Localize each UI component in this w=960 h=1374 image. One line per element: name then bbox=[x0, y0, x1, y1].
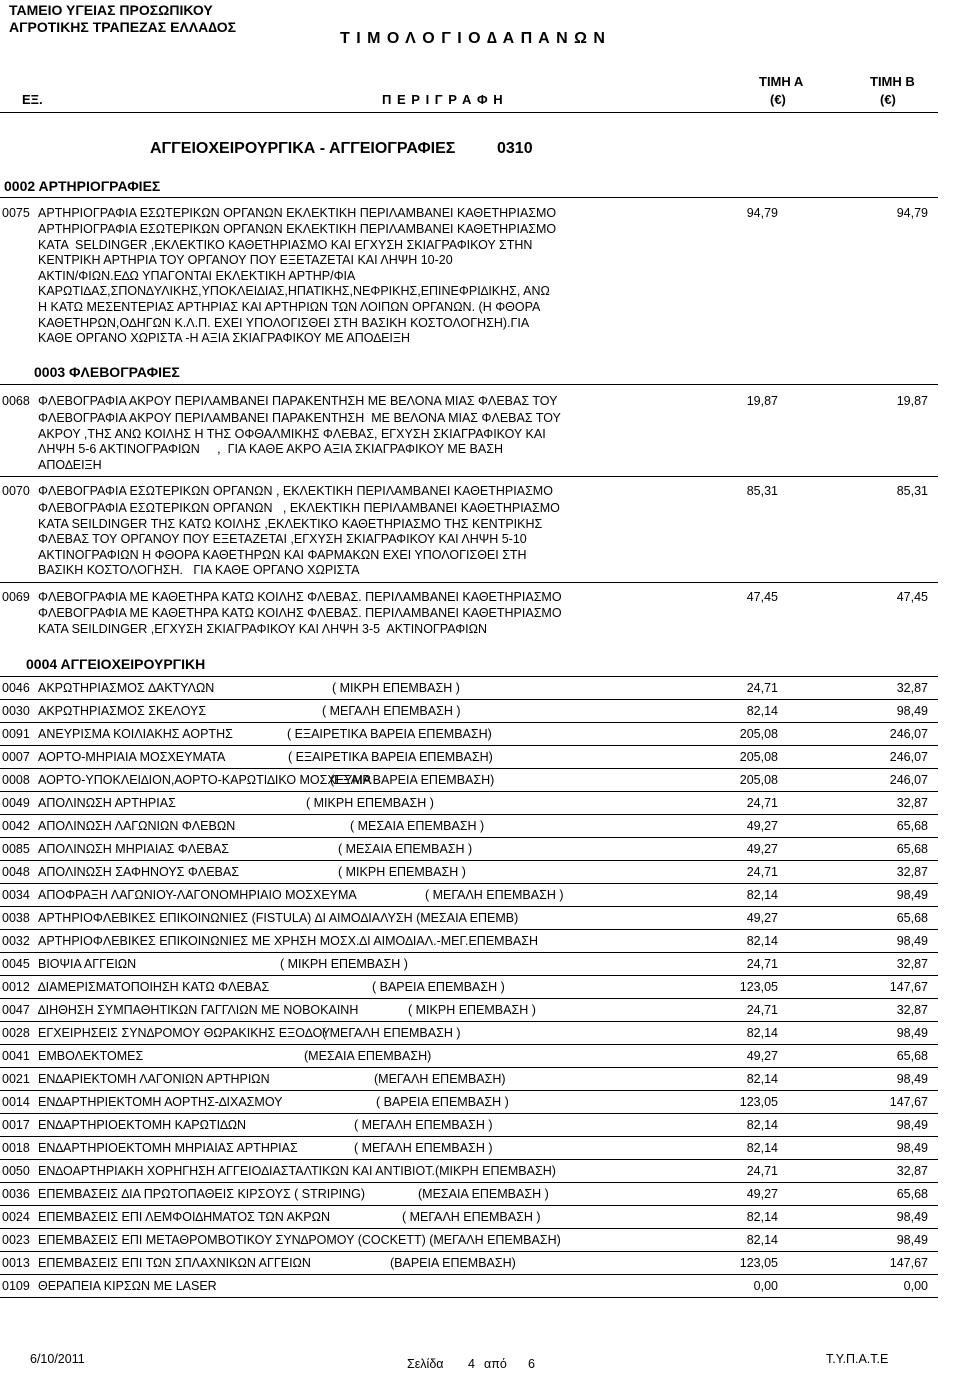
row-divider bbox=[0, 1044, 938, 1045]
item-description: ΑΡΤΗΡΙΟΓΡΑΦΙΑ ΕΣΩΤΕΡΙΚΩΝ ΟΡΓΑΝΩΝ ΕΚΛΕΚΤΙΚΗ ΠΕΡΙΛΑΜΒΑΝΕΙ ΚΑΘΕΤΗΡΙΑΣΜΟ ΚΑΤΑ SELDINGER ,ΕΚΛΕΚΤΙΚΟ ΚΑΘΕΤΗΡΙΑΣΜΟ ΚΑΙ ΕΓΧΥΣΗ ΣΚΙΑΓΡΑΦΙΚΟΥ ΣΤΗΝ ΚΕΝΤΡΙΚΗ ΑΡΤΗΡΙΑ ΤΟΥ ΟΡΓΑΝΟΥ ΠΟΥ ΕΞΕΤΑΖΕΤΑΙ ΚΑΙ ΛΗΨΗ 10-20 ΑΚΤΙΝ/ΦΙΩΝ.Ε∆Ω ΥΠΑΓΟΝΤΑΙ ΕΚΛΕΚΤΙΚΗ ΑΡΤΗΡ/ΦΙΑ ΚΑΡΩΤΙ∆ΑΣ,ΣΠΟΝ∆ΥΛΙΚΗΣ,ΥΠΟΚΛΕΙ∆ΙΑΣ,ΗΠΑΤΙΚΗΣ,ΝΕΦΡΙΚΗΣ,ΕΠΙΝΕΦΡΙ∆ΙΚΗΣ, ΑΝΩ Η ΚΑΤΩ ΜΕΣΕΝΤΕΡΙΑΣ ΑΡΤΗΡΙΑΣ ΚΑΙ ΑΡΤΗΡΙΩΝ ΤΩΝ ΛΟΙΠΩΝ ΟΡΓΑΝΩΝ. (Η ΦΘΟΡΑ ΚΑΘΕΤΗΡΩΝ,Ο∆ΗΓΩΝ Κ.Λ.Π. ΕΧΕΙ ΥΠΟΛΟΓΙΣΘΕΙ ΣΤΗ ΒΑΣΙΚΗ ΚΟΣΤΟΛΟΓΗΣΗ).ΓΙΑ ΚΑΘΕ ΟΡΓΑΝΟ ΧΩΡΙΣΤΑ -Η ΑΞΙΑ ΣΚΙΑΓΡΑΦΙΚΟΥ ΜΕ ΑΠΟ∆ΕΙΞΗ bbox=[38, 222, 557, 346]
item-price-a: 49,27 bbox=[746, 842, 778, 856]
item-price-a: 123,05 bbox=[739, 980, 778, 994]
footer-org-abbr: Τ.Υ.Π.Α.Τ.Ε bbox=[826, 1352, 889, 1366]
column-header-price-b: ΤΙΜΗ Β bbox=[870, 74, 915, 89]
item-price-b: 98,49 bbox=[896, 1072, 928, 1086]
row-divider bbox=[0, 768, 938, 769]
item-price-a: 205,08 bbox=[739, 773, 778, 787]
item-code: 0021 bbox=[2, 1072, 30, 1086]
item-name: ΑΠΟΛΙΝΩΣΗ ΜΗΡΙΑΙΑΣ ΦΛΕΒΑΣ bbox=[38, 842, 229, 856]
row-divider bbox=[0, 998, 938, 999]
item-name: ΕΓΧΕΙΡΗΣΕΙΣ ΣΥΝ∆ΡΟΜΟΥ ΘΩΡΑΚΙΚΗΣ ΕΞΟ∆ΟΥ bbox=[38, 1026, 331, 1040]
item-code: 0034 bbox=[2, 888, 30, 902]
item-price-b: 0,00 bbox=[903, 1279, 928, 1293]
item-price-b: 246,07 bbox=[889, 773, 928, 787]
item-procedure-type: ( ΜΕΓΑΛΗ ΕΠΕΜΒΑΣΗ ) bbox=[354, 1141, 493, 1155]
row-divider bbox=[0, 929, 938, 930]
item-price-b: 65,68 bbox=[896, 1187, 928, 1201]
item-price-b: 32,87 bbox=[896, 681, 928, 695]
item-code: 0045 bbox=[2, 957, 30, 971]
row-divider bbox=[0, 476, 938, 477]
item-procedure-type: ( ΒΑΡΕΙΑ ΕΠΕΜΒΑΣΗ ) bbox=[372, 980, 505, 994]
row-divider bbox=[0, 791, 938, 792]
footer-of-label: από bbox=[484, 1357, 507, 1371]
row-divider bbox=[0, 1021, 938, 1022]
item-code: 0091 bbox=[2, 727, 30, 741]
item-name: ΕΝ∆ΟΑΡΤΗΡΙΑΚΗ ΧΟΡΗΓΗΣΗ ΑΓΓΕΙΟ∆ΙΑΣΤΑΛΤΙΚΩΝ ΚΑΙ ΑΝΤΙΒΙΟΤ.(ΜΙΚΡΗ ΕΠΕΜΒΑΣΗ) bbox=[38, 1164, 556, 1178]
item-code: 0070 bbox=[2, 484, 30, 498]
item-price-b: 246,07 bbox=[889, 727, 928, 741]
section-heading-arteriography: 0002 ΑΡΤΗΡΙΟΓΡΑΦΙΕΣ bbox=[4, 178, 161, 194]
item-code: 0017 bbox=[2, 1118, 30, 1132]
item-procedure-type: ( ΜΙΚΡΗ ΕΠΕΜΒΑΣΗ ) bbox=[332, 681, 460, 695]
item-price-b: 32,87 bbox=[896, 796, 928, 810]
item-code: 0007 bbox=[2, 750, 30, 764]
footer-page-number: 4 bbox=[468, 1357, 475, 1371]
item-name: ΕΝ∆ΑΡΤΗΡΙΟΕΚΤΟΜΗ ΚΑΡΩΤΙ∆ΩΝ bbox=[38, 1118, 247, 1132]
row-divider bbox=[0, 1159, 938, 1160]
item-procedure-type: ( ΒΑΡΕΙΑ ΕΠΕΜΒΑΣΗ ) bbox=[376, 1095, 509, 1109]
item-procedure-type: ( ΜΕΣΑΙΑ ΕΠΕΜΒΑΣΗ ) bbox=[350, 819, 485, 833]
item-name: ΒΙΟΨΙΑ ΑΓΓΕΙΩΝ bbox=[38, 957, 137, 971]
item-code: 0038 bbox=[2, 911, 30, 925]
row-divider bbox=[0, 1274, 938, 1275]
row-divider bbox=[0, 1297, 938, 1298]
item-price-a: 82,14 bbox=[746, 1233, 778, 1247]
item-price-a: 24,71 bbox=[746, 681, 778, 695]
item-procedure-type: (ΒΑΡΕΙΑ ΕΠΕΜΒΑΣΗ) bbox=[390, 1256, 516, 1270]
row-divider bbox=[0, 1228, 938, 1229]
column-header-code: ΕΞ. bbox=[22, 92, 43, 107]
section-divider bbox=[0, 676, 938, 677]
row-divider bbox=[0, 1113, 938, 1114]
item-price-b: 98,49 bbox=[896, 704, 928, 718]
item-code: 0030 bbox=[2, 704, 30, 718]
item-code: 0023 bbox=[2, 1233, 30, 1247]
item-procedure-type: (ΜΕΣΑΙΑ ΕΠΕΜΒΑΣΗ) bbox=[304, 1049, 432, 1063]
category-code: 0310 bbox=[497, 140, 533, 157]
item-price-a: 24,71 bbox=[746, 865, 778, 879]
item-title: ΦΛΕΒΟΓΡΑΦΙΑ ΜΕ ΚΑΘΕΤΗΡΑ ΚΑΤΩ ΚΟΙΛΗΣ ΦΛΕΒΑΣ. ΠΕΡΙΛΑΜΒΑΝΕΙ ΚΑΘΕΤΗΡΙΑΣΜΟ bbox=[38, 590, 562, 604]
item-price-b: 32,87 bbox=[896, 1003, 928, 1017]
item-price-a: 82,14 bbox=[746, 888, 778, 902]
item-procedure-type: ( ΜΙΚΡΗ ΕΠΕΜΒΑΣΗ ) bbox=[338, 865, 466, 879]
item-code: 0008 bbox=[2, 773, 30, 787]
item-price-b: 98,49 bbox=[896, 1118, 928, 1132]
row-divider bbox=[0, 699, 938, 700]
item-name: ΑΟΡΤΟ-ΜΗΡΙΑΙΑ ΜΟΣΧΕΥΜΑΤΑ bbox=[38, 750, 226, 764]
item-price-a: 82,14 bbox=[746, 704, 778, 718]
section-divider bbox=[0, 384, 938, 385]
item-code: 0048 bbox=[2, 865, 30, 879]
item-name: ΕΝ∆ΑΡΤΗΡΙΕΚΤΟΜΗ ΑΟΡΤΗΣ-∆ΙΧΑΣΜΟΥ bbox=[38, 1095, 283, 1109]
item-price-b: 98,49 bbox=[896, 1233, 928, 1247]
item-description: ΦΛΕΒΟΓΡΑΦΙΑ ΕΣΩΤΕΡΙΚΩΝ ΟΡΓΑΝΩΝ , ΕΚΛΕΚΤΙΚΗ ΠΕΡΙΛΑΜΒΑΝΕΙ ΚΑΘΕΤΗΡΙΑΣΜΟ ΚΑΤΑ SEILDINGER ΤΗΣ ΚΑΤΩ ΚΟΙΛΗΣ ,ΕΚΛΕΚΤΙΚΟ ΚΑΘΕΤΗΡΙΑΣΜΟ ΤΗΣ ΚΕΝΤΡΙΚΗΣ ΦΛΕΒΑΣ ΤΟΥ ΟΡΓΑΝΟΥ ΠΟΥ ΕΞΕΤΑΖΕΤΑΙ ,ΕΓΧΥΣΗ ΣΚΙΑΓΡΑΦΙΚΟΥ ΚΑΙ ΛΗΨΗ 5-10 ΑΚΤΙΝΟΓΡΑΦΙΩΝ Η ΦΘΟΡΑ ΚΑΘΕΤΗΡΩΝ ΚΑΙ ΦΑΡΜΑΚΩΝ ΕΧΕΙ ΥΠΟΛΟΓΙΣΘΕΙ ΣΤΗ ΒΑΣΙΚΗ ΚΟΣΤΟΛΟΓΗΣΗ. ΓΙΑ ΚΑΘΕ ΟΡΓΑΝΟ ΧΩΡΙΣΤΑ bbox=[38, 501, 560, 578]
item-price-a: 49,27 bbox=[746, 1049, 778, 1063]
row-divider bbox=[0, 883, 938, 884]
item-price-b: 98,49 bbox=[896, 1141, 928, 1155]
item-procedure-type: ( ΜΕΓΑΛΗ ΕΠΕΜΒΑΣΗ ) bbox=[354, 1118, 493, 1132]
item-name: ΕΜΒΟΛΕΚΤΟΜΕΣ bbox=[38, 1049, 144, 1063]
row-divider bbox=[0, 952, 938, 953]
item-procedure-type: ( ΜΕΓΑΛΗ ΕΠΕΜΒΑΣΗ ) bbox=[402, 1210, 541, 1224]
item-price-a: 82,14 bbox=[746, 1118, 778, 1132]
item-name: ΕΠΕΜΒΑΣΕΙΣ ΕΠΙ ΤΩΝ ΣΠΛΑΧΝΙΚΩΝ ΑΓΓΕΙΩΝ bbox=[38, 1256, 311, 1270]
section-divider bbox=[0, 197, 938, 198]
item-price-b: 32,87 bbox=[896, 1164, 928, 1178]
item-name: ΕΠΕΜΒΑΣΕΙΣ ΕΠΙ ΜΕΤΑΘΡΟΜΒΟΤΙΚΟΥ ΣΥΝ∆ΡΟΜΟΥ (COCKETT) (ΜΕΓΑΛΗ ΕΠΕΜΒΑΣΗ) bbox=[38, 1233, 561, 1247]
item-code: 0036 bbox=[2, 1187, 30, 1201]
item-price-b: 32,87 bbox=[896, 865, 928, 879]
item-code: 0013 bbox=[2, 1256, 30, 1270]
column-header-price-a: ΤΙΜΗ Α bbox=[759, 74, 804, 89]
footer-page-label: Σελίδα bbox=[407, 1357, 444, 1371]
header-divider bbox=[0, 112, 938, 113]
item-code: 0109 bbox=[2, 1279, 30, 1293]
item-code: 0050 bbox=[2, 1164, 30, 1178]
item-name: ∆ΙΗΘΗΣΗ ΣΥΜΠΑΘΗΤΙΚΩΝ ΓΑΓΓΛΙΩΝ ΜΕ ΝΟΒΟΚΑΙΝΗ bbox=[38, 1003, 359, 1017]
row-divider bbox=[0, 1182, 938, 1183]
item-name: ΑΠΟΛΙΝΩΣΗ ΑΡΤΗΡΙΑΣ bbox=[38, 796, 176, 810]
item-price-a: 24,71 bbox=[746, 1164, 778, 1178]
item-procedure-type: ( ΜΙΚΡΗ ΕΠΕΜΒΑΣΗ ) bbox=[280, 957, 408, 971]
row-divider bbox=[0, 1251, 938, 1252]
item-name: ΘΕΡΑΠΕΙΑ ΚΙΡΣΩΝ ΜΕ LASER bbox=[38, 1279, 217, 1293]
section-heading-vascular-surgery: 0004 ΑΓΓΕΙΟΧΕΙΡΟΥΡΓΙΚΗ bbox=[26, 656, 206, 672]
row-divider bbox=[0, 722, 938, 723]
document-title: Τ Ι Μ Ο Λ Ο Γ Ι Ο ∆ Α Π Α Ν Ω Ν bbox=[340, 30, 606, 47]
item-price-a: 123,05 bbox=[739, 1095, 778, 1109]
item-price-b: 85,31 bbox=[896, 484, 928, 498]
item-name: ΕΝ∆ΑΡΙΕΚΤΟΜΗ ΛΑΓΟΝΙΩΝ ΑΡΤΗΡΙΩΝ bbox=[38, 1072, 270, 1086]
item-price-a: 19,87 bbox=[746, 394, 778, 408]
item-code: 0049 bbox=[2, 796, 30, 810]
item-code: 0012 bbox=[2, 980, 30, 994]
item-code: 0018 bbox=[2, 1141, 30, 1155]
org-name-line1: ΤΑΜΕΙΟ ΥΓΕΙΑΣ ΠΡΟΣΩΠΙΚΟΥ bbox=[9, 2, 213, 18]
item-procedure-type: ( ΜΕΓΑΛΗ ΕΠΕΜΒΑΣΗ ) bbox=[425, 888, 564, 902]
item-name: ΑΚΡΩΤΗΡΙΑΣΜΟΣ ∆ΑΚΤΥΛΩΝ bbox=[38, 681, 215, 695]
item-price-a: 49,27 bbox=[746, 911, 778, 925]
item-procedure-type: ( ΜΙΚΡΗ ΕΠΕΜΒΑΣΗ ) bbox=[306, 796, 434, 810]
item-code: 0032 bbox=[2, 934, 30, 948]
row-divider bbox=[0, 1067, 938, 1068]
item-price-a: 94,79 bbox=[746, 206, 778, 220]
category-title: ΑΓΓΕΙΟΧΕΙΡΟΥΡΓΙΚΑ - ΑΓΓΕΙΟΓΡΑΦΙΕΣ bbox=[150, 140, 456, 157]
item-price-a: 82,14 bbox=[746, 1141, 778, 1155]
item-price-b: 98,49 bbox=[896, 1210, 928, 1224]
item-code: 0085 bbox=[2, 842, 30, 856]
row-divider bbox=[0, 1136, 938, 1137]
item-price-a: 82,14 bbox=[746, 1210, 778, 1224]
section-heading-phlebography: 0003 ΦΛΕΒΟΓΡΑΦΙΕΣ bbox=[34, 364, 180, 380]
item-title: ΑΡΤΗΡΙΟΓΡΑΦΙΑ ΕΣΩΤΕΡΙΚΩΝ ΟΡΓΑΝΩΝ ΕΚΛΕΚΤΙΚΗ ΠΕΡΙΛΑΜΒΑΝΕΙ ΚΑΘΕΤΗΡΙΑΣΜΟ bbox=[38, 206, 557, 220]
item-price-a: 82,14 bbox=[746, 934, 778, 948]
item-price-b: 65,68 bbox=[896, 819, 928, 833]
item-code: 0069 bbox=[2, 590, 30, 604]
item-name: ΕΠΕΜΒΑΣΕΙΣ ΕΠΙ ΛΕΜΦΟΙ∆ΗΜΑΤΟΣ ΤΩΝ ΑΚΡΩΝ bbox=[38, 1210, 330, 1224]
item-price-b: 147,67 bbox=[889, 1095, 928, 1109]
item-name: ΕΝ∆ΑΡΤΗΡΙΟΕΚΤΟΜΗ ΜΗΡΙΑΙΑΣ ΑΡΤΗΡΙΑΣ bbox=[38, 1141, 298, 1155]
item-name: ΑΡΤΗΡΙΟΦΛΕΒΙΚΕΣ ΕΠΙΚΟΙΝΩΝΙΕΣ (FISTULA) ∆Ι ΑΙΜΟ∆ΙΑΛΥΣΗ (ΜΕΣΑΙΑ ΕΠΕΜΒ) bbox=[38, 911, 519, 925]
item-price-a: 47,45 bbox=[746, 590, 778, 604]
item-procedure-type: ( ΕΞΑΙΡΕΤΙΚΑ ΒΑΡΕΙΑ ΕΠΕΜΒΑΣΗ) bbox=[287, 727, 492, 741]
item-code: 0014 bbox=[2, 1095, 30, 1109]
footer-total-pages: 6 bbox=[528, 1357, 535, 1371]
currency-label-b: (€) bbox=[880, 92, 896, 107]
item-price-b: 98,49 bbox=[896, 1026, 928, 1040]
item-code: 0046 bbox=[2, 681, 30, 695]
item-price-b: 147,67 bbox=[889, 1256, 928, 1270]
item-price-a: 24,71 bbox=[746, 1003, 778, 1017]
item-price-b: 246,07 bbox=[889, 750, 928, 764]
item-code: 0047 bbox=[2, 1003, 30, 1017]
item-name: ΑΡΤΗΡΙΟΦΛΕΒΙΚΕΣ ΕΠΙΚΟΙΝΩΝΙΕΣ ΜΕ ΧΡΗΣΗ ΜΟΣΧ.∆Ι ΑΙΜΟ∆ΙΑΛ.-ΜΕΓ.ΕΠΕΜΒΑΣΗ bbox=[38, 934, 539, 948]
item-name: ΑΠΟΦΡΑΞΗ ΛΑΓΩΝΙΟΥ-ΛΑΓΟΝΟΜΗΡΙΑΙΟ ΜΟΣΧΕΥΜΑ bbox=[38, 888, 357, 902]
item-title: ΦΛΕΒΟΓΡΑΦΙΑ ΕΣΩΤΕΡΙΚΩΝ ΟΡΓΑΝΩΝ , ΕΚΛΕΚΤΙΚΗ ΠΕΡΙΛΑΜΒΑΝΕΙ ΚΑΘΕΤΗΡΙΑΣΜΟ bbox=[38, 484, 553, 498]
item-description: ΦΛΕΒΟΓΡΑΦΙΑ ΜΕ ΚΑΘΕΤΗΡΑ ΚΑΤΩ ΚΟΙΛΗΣ ΦΛΕΒΑΣ. ΠΕΡΙΛΑΜΒΑΝΕΙ ΚΑΘΕΤΗΡΙΑΣΜΟ ΚΑΤΑ SEILDINGER ,ΕΓΧΥΣΗ ΣΚΙΑΓΡΑΦΙΚΟΥ ΚΑΙ ΛΗΨΗ 3-5 ΑΚΤΙΝΟΓΡΑΦΙΩΝ bbox=[38, 606, 562, 636]
item-price-a: 24,71 bbox=[746, 796, 778, 810]
column-header-description: Π Ε Ρ Ι Γ Ρ Α Φ Η bbox=[382, 92, 504, 107]
item-code: 0028 bbox=[2, 1026, 30, 1040]
item-description: ΦΛΕΒΟΓΡΑΦΙΑ ΑΚΡΟΥ ΠΕΡΙΛΑΜΒΑΝΕΙ ΠΑΡΑΚΕΝΤΗΣΗ ΜΕ ΒΕΛΟΝΑ ΜΙΑΣ ΦΛΕΒΑΣ ΤΟΥ ΑΚΡΟΥ ,ΤΗΣ ΑΝΩ ΚΟΙΛΗΣ Η ΤΗΣ ΟΦΘΑΛΜΙΚΗΣ ΦΛΕΒΑΣ, ΕΓΧΥΣΗ ΣΚΙΑΓΡΑΦΙΚΟΥ ΚΑΙ ΛΗΨΗ 5-6 ΑΚΤΙΝΟΓΡΑΦΙΩΝ , ΓΙΑ ΚΑΘΕ ΑΚΡΟ ΑΞΙΑ ΣΚΙΑΓΡΑΦΙΚΟΥ ΜΕ ΒΑΣΗ ΑΠΟ∆ΕΙΞΗ bbox=[38, 411, 561, 472]
item-price-b: 94,79 bbox=[896, 206, 928, 220]
item-price-a: 205,08 bbox=[739, 727, 778, 741]
row-divider bbox=[0, 745, 938, 746]
item-price-b: 65,68 bbox=[896, 842, 928, 856]
item-price-b: 47,45 bbox=[896, 590, 928, 604]
item-price-a: 82,14 bbox=[746, 1072, 778, 1086]
item-name: ΑΟΡΤΟ-ΥΠΟΚΛΕΙ∆ΙΟΝ,ΑΟΡΤΟ-ΚΑΡΩΤΙ∆ΙΚΟ ΜΟΣΧΕΥΜΑ bbox=[38, 773, 372, 787]
item-name: ΑΚΡΩΤΗΡΙΑΣΜΟΣ ΣΚΕΛΟΥΣ bbox=[38, 704, 207, 718]
footer-date: 6/10/2011 bbox=[30, 1352, 85, 1366]
item-procedure-type: ( ΜΕΓΑΛΗ ΕΠΕΜΒΑΣΗ ) bbox=[322, 1026, 461, 1040]
org-name-line2: ΑΓΡΟΤΙΚΗΣ ΤΡΑΠΕΖΑΣ ΕΛΛΑ∆ΟΣ bbox=[9, 19, 237, 35]
item-price-b: 98,49 bbox=[896, 934, 928, 948]
item-price-b: 32,87 bbox=[896, 957, 928, 971]
item-title: ΦΛΕΒΟΓΡΑΦΙΑ ΑΚΡΟΥ ΠΕΡΙΛΑΜΒΑΝΕΙ ΠΑΡΑΚΕΝΤΗΣΗ ΜΕ ΒΕΛΟΝΑ ΜΙΑΣ ΦΛΕΒΑΣ ΤΟΥ bbox=[38, 394, 558, 408]
row-divider bbox=[0, 837, 938, 838]
item-price-a: 0,00 bbox=[753, 1279, 778, 1293]
item-procedure-type: (ΜΕΓΑΛΗ ΕΠΕΜΒΑΣΗ) bbox=[374, 1072, 506, 1086]
row-divider bbox=[0, 1205, 938, 1206]
item-price-b: 98,49 bbox=[896, 888, 928, 902]
item-procedure-type: ( ΕΞΑΙΡΕΤΙΚΑ ΒΑΡΕΙΑ ΕΠΕΜΒΑΣΗ) bbox=[288, 750, 493, 764]
item-name: ΑΝΕΥΡΙΣΜΑ ΚΟΙΛΙΑΚΗΣ ΑΟΡΤΗΣ bbox=[38, 727, 233, 741]
item-code: 0042 bbox=[2, 819, 30, 833]
item-procedure-type: ( ΜΕΓΑΛΗ ΕΠΕΜΒΑΣΗ ) bbox=[322, 704, 461, 718]
item-price-a: 49,27 bbox=[746, 1187, 778, 1201]
item-name: ΕΠΕΜΒΑΣΕΙΣ ∆ΙΑ ΠΡΩΤΟΠΑΘΕΙΣ ΚΙΡΣΟΥΣ ( STRIPING) bbox=[38, 1187, 366, 1201]
item-code: 0075 bbox=[2, 206, 30, 220]
row-divider bbox=[0, 814, 938, 815]
item-name: ΑΠΟΛΙΝΩΣΗ ΣΑΦΗΝΟΥΣ ΦΛΕΒΑΣ bbox=[38, 865, 239, 879]
item-price-a: 24,71 bbox=[746, 957, 778, 971]
item-price-a: 85,31 bbox=[746, 484, 778, 498]
row-divider bbox=[0, 860, 938, 861]
item-procedure-type: (ΜΕΣΑΙΑ ΕΠΕΜΒΑΣΗ ) bbox=[418, 1187, 549, 1201]
item-price-b: 19,87 bbox=[896, 394, 928, 408]
item-code: 0041 bbox=[2, 1049, 30, 1063]
item-price-b: 65,68 bbox=[896, 1049, 928, 1063]
item-name: ∆ΙΑΜΕΡΙΣΜΑΤΟΠΟΙΗΣΗ ΚΑΤΩ ΦΛΕΒΑΣ bbox=[38, 980, 270, 994]
item-price-b: 65,68 bbox=[896, 911, 928, 925]
currency-label-a: (€) bbox=[770, 92, 786, 107]
item-price-a: 123,05 bbox=[739, 1256, 778, 1270]
row-divider bbox=[0, 975, 938, 976]
item-procedure-type: ( ΜΕΣΑΙΑ ΕΠΕΜΒΑΣΗ ) bbox=[338, 842, 473, 856]
item-procedure-type: ( ΜΙΚΡΗ ΕΠΕΜΒΑΣΗ ) bbox=[408, 1003, 536, 1017]
item-code: 0068 bbox=[2, 394, 30, 408]
item-procedure-type: (ΕΞΑΙΡ.ΒΑΡΕΙΑ ΕΠΕΜΒΑΣΗ) bbox=[330, 773, 495, 787]
item-price-a: 49,27 bbox=[746, 819, 778, 833]
item-code: 0024 bbox=[2, 1210, 30, 1224]
item-price-a: 205,08 bbox=[739, 750, 778, 764]
row-divider bbox=[0, 582, 938, 583]
row-divider bbox=[0, 906, 938, 907]
item-price-a: 82,14 bbox=[746, 1026, 778, 1040]
item-price-b: 147,67 bbox=[889, 980, 928, 994]
row-divider bbox=[0, 1090, 938, 1091]
item-name: ΑΠΟΛΙΝΩΣΗ ΛΑΓΩΝΙΩΝ ΦΛΕΒΩΝ bbox=[38, 819, 236, 833]
